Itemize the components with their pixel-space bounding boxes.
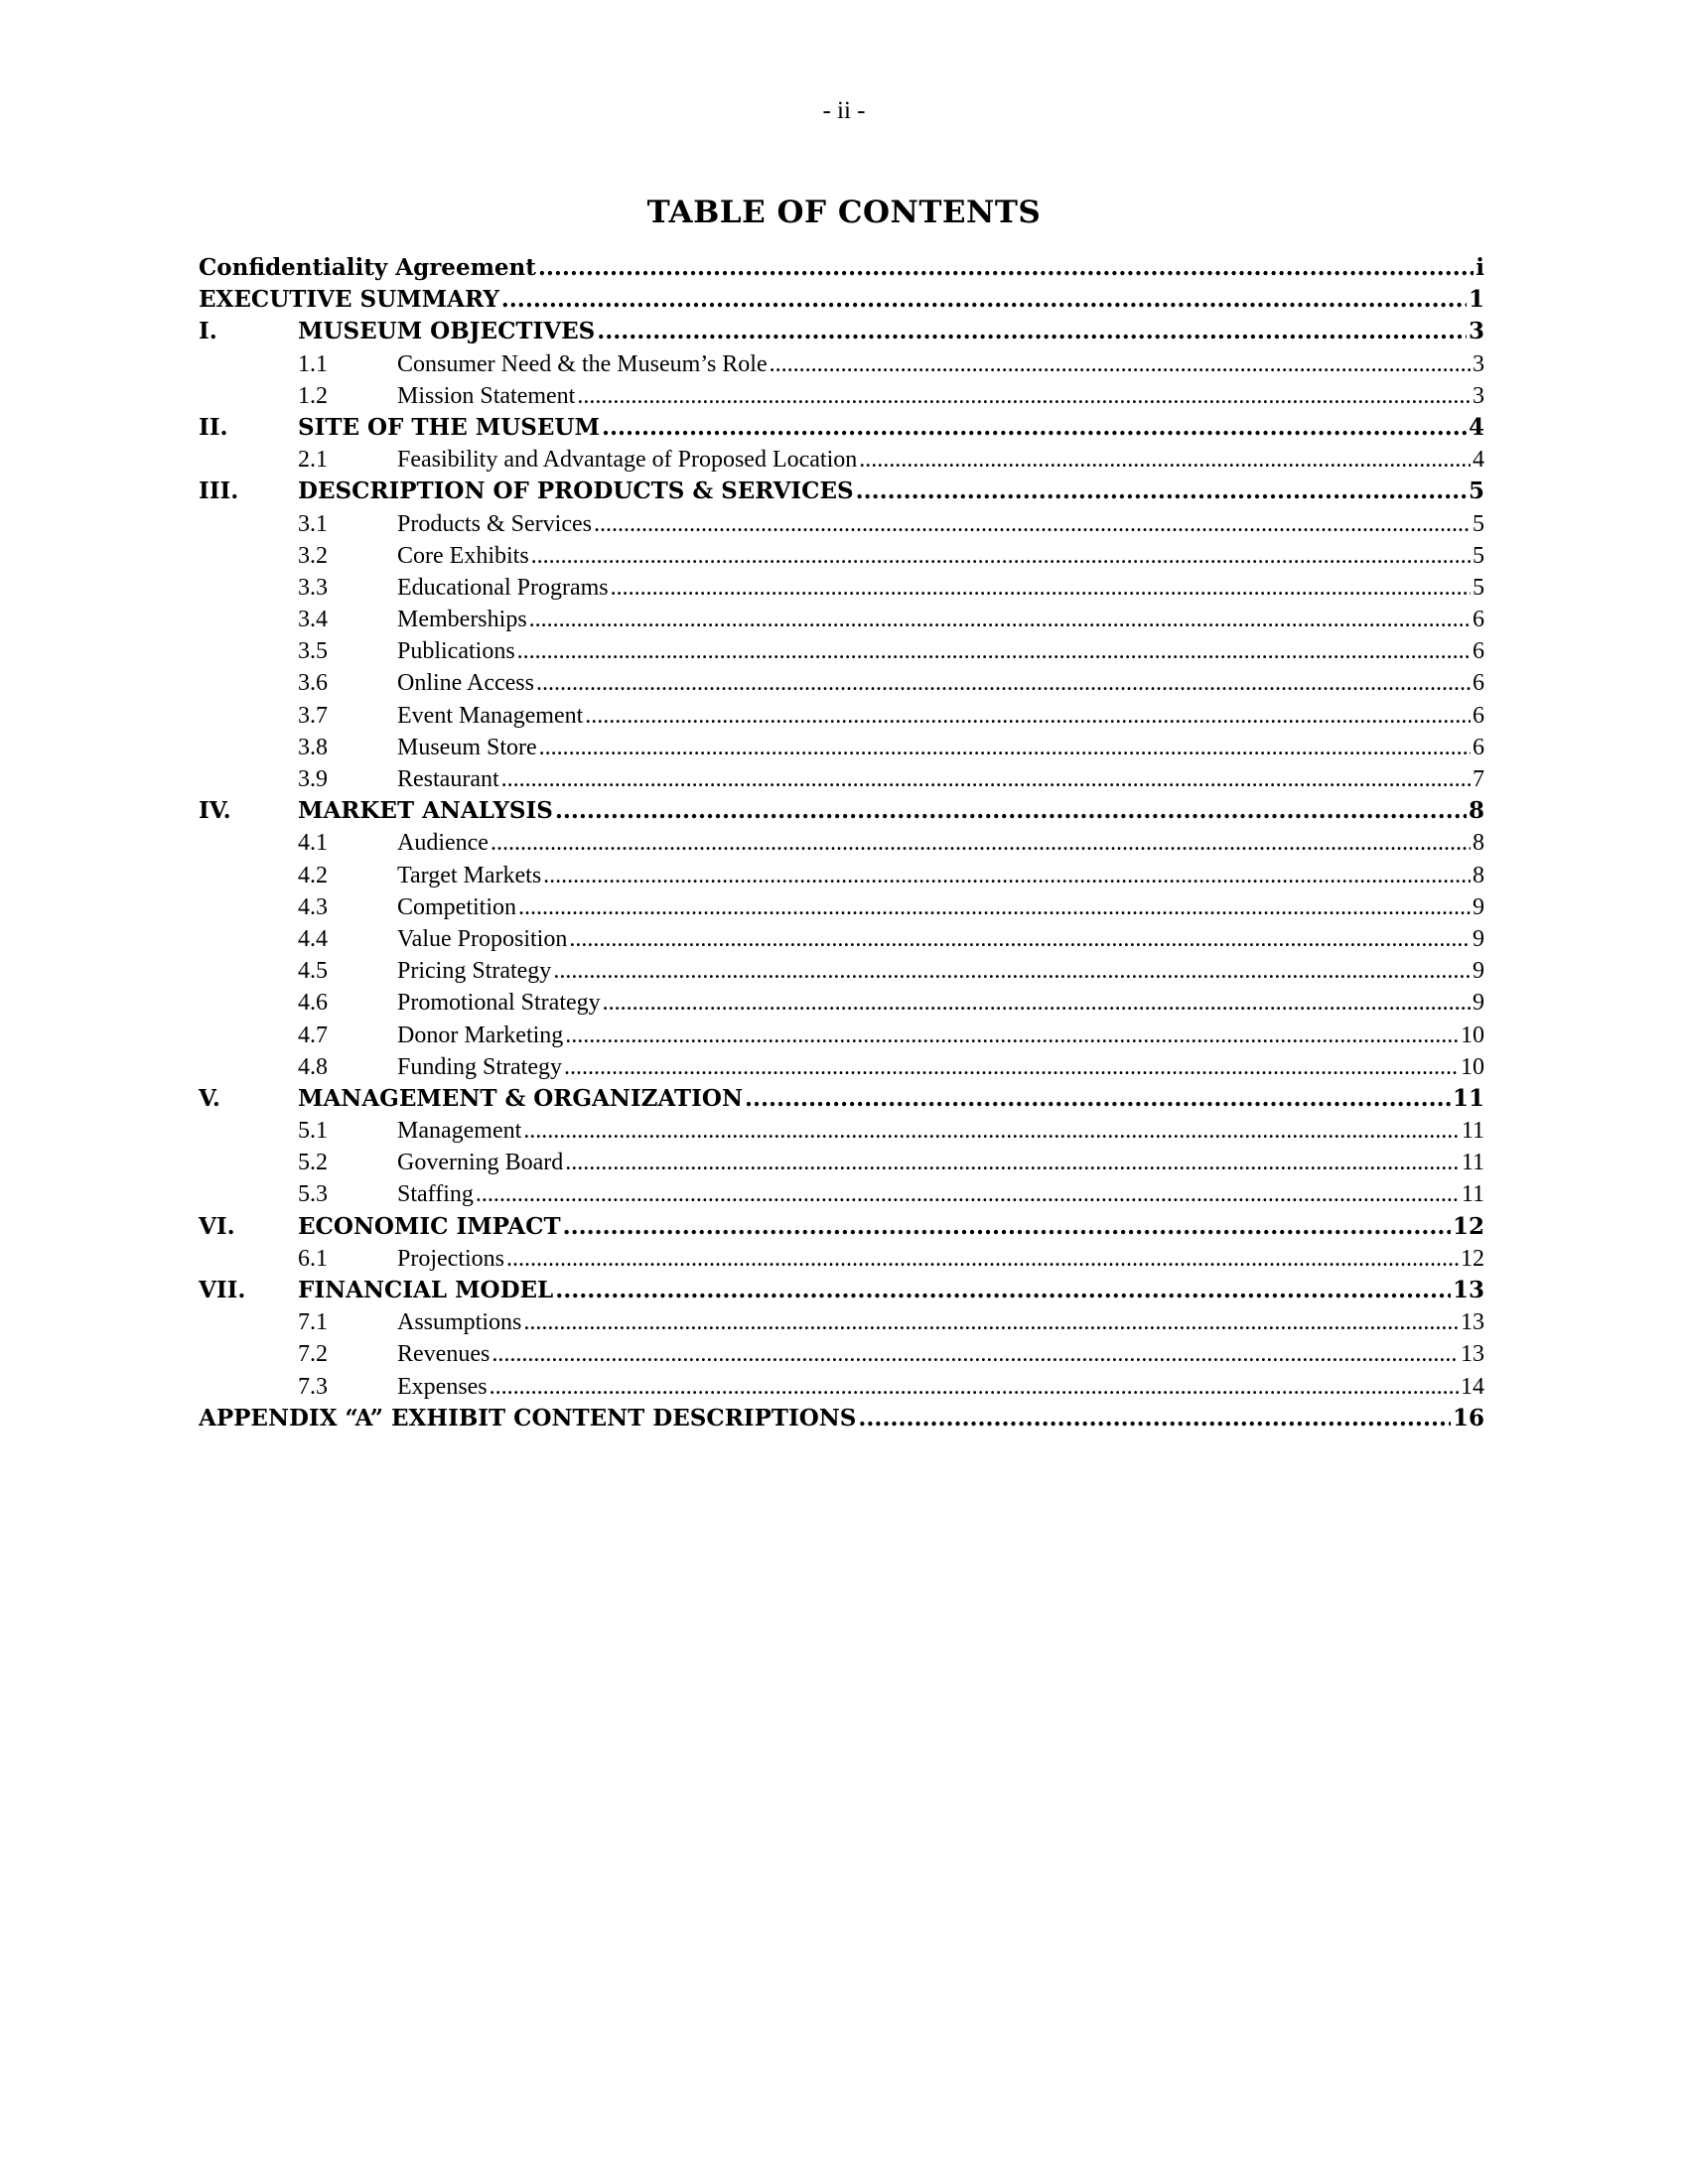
- dot-leader: [491, 827, 1471, 859]
- toc-entry-page: i: [1476, 254, 1484, 281]
- dot-leader: [611, 572, 1471, 604]
- dot-leader: [523, 1115, 1460, 1147]
- toc-entry[interactable]: [199, 923, 1484, 955]
- dot-leader: [602, 412, 1467, 444]
- toc-entry-title: Event Management: [397, 702, 584, 729]
- toc-entry-number: II.: [199, 413, 228, 441]
- toc-entry-number: 3.7: [298, 702, 328, 729]
- toc-entry-title: Educational Programs: [397, 574, 609, 601]
- toc-entry-title: Target Markets: [397, 862, 542, 888]
- toc-entry-page: 6: [1473, 607, 1484, 633]
- toc-entry[interactable]: [199, 476, 1484, 507]
- toc-entry-title: APPENDIX “A” EXHIBIT CONTENT DESCRIPTIONS: [199, 1404, 857, 1432]
- toc-entry-number: 4.5: [298, 958, 328, 985]
- toc-entry-title: Projections: [397, 1245, 504, 1272]
- toc-entry[interactable]: [199, 316, 1484, 347]
- toc-entry[interactable]: [199, 572, 1484, 604]
- dot-leader: [770, 348, 1471, 380]
- toc-entry-title: Publications: [397, 638, 515, 665]
- toc-entry[interactable]: [199, 348, 1484, 380]
- toc-entry-page: 5: [1468, 478, 1484, 505]
- toc-entry-title: Expenses: [397, 1373, 488, 1400]
- toc-entry-page: 12: [1452, 1212, 1484, 1240]
- toc-entry-title: Memberships: [397, 607, 527, 633]
- toc-entry[interactable]: [199, 827, 1484, 859]
- toc-entry-number: 3.5: [298, 638, 328, 665]
- toc-entry-title: Core Exhibits: [397, 542, 529, 569]
- toc-entry-page: 13: [1461, 1309, 1484, 1336]
- toc-entry-title: MANAGEMENT & ORGANIZATION: [298, 1084, 743, 1112]
- toc-entry-title: Donor Marketing: [397, 1022, 564, 1048]
- toc-entry-page: 12: [1461, 1245, 1484, 1272]
- toc-entry-title: Consumer Need & the Museum’s Role: [397, 350, 768, 377]
- toc-entry-page: 6: [1473, 702, 1484, 729]
- toc-entry[interactable]: [199, 987, 1484, 1019]
- toc-entry-title: DESCRIPTION OF PRODUCTS & SERVICES: [298, 478, 854, 505]
- toc-entry-page: 9: [1473, 990, 1484, 1017]
- toc-entry-page: 10: [1461, 1053, 1484, 1080]
- dot-leader: [517, 635, 1471, 667]
- dot-leader: [577, 380, 1471, 412]
- toc-entry[interactable]: [199, 1115, 1484, 1147]
- toc-entry-title: Mission Statement: [397, 382, 576, 409]
- dot-leader: [594, 508, 1471, 540]
- toc-entry-title: Confidentiality Agreement: [199, 254, 536, 281]
- toc-entry[interactable]: [199, 252, 1484, 284]
- dot-leader: [565, 1147, 1460, 1178]
- toc-entry-number: 4.3: [298, 893, 328, 920]
- toc-entry-number: 3.1: [298, 510, 328, 537]
- toc-entry[interactable]: [199, 1051, 1484, 1083]
- toc-entry-title: Competition: [397, 893, 516, 920]
- toc-entry-page: 8: [1473, 830, 1484, 857]
- toc-entry-page: 13: [1452, 1277, 1484, 1303]
- dot-leader: [563, 1211, 1451, 1243]
- toc-entry-page: 6: [1473, 638, 1484, 665]
- toc-entry[interactable]: [199, 1178, 1484, 1210]
- toc-entry-page: 9: [1473, 925, 1484, 952]
- toc-entry[interactable]: [199, 380, 1484, 412]
- dot-leader: [492, 1338, 1459, 1370]
- toc-entry-title: Funding Strategy: [397, 1053, 562, 1080]
- toc-entry-page: 3: [1473, 350, 1484, 377]
- toc-entry-page: 6: [1473, 670, 1484, 697]
- toc-entry-number: 1.1: [298, 350, 328, 377]
- toc-entry[interactable]: [199, 604, 1484, 635]
- toc-entry-title: Restaurant: [397, 766, 499, 792]
- toc-entry-page: 11: [1452, 1084, 1484, 1112]
- dot-leader: [531, 540, 1471, 572]
- toc-entry-number: 3.2: [298, 542, 328, 569]
- dot-leader: [536, 667, 1471, 699]
- toc-entry-number: 3.3: [298, 574, 328, 601]
- toc-entry-number: 3.8: [298, 734, 328, 760]
- toc-entry-number: 4.7: [298, 1022, 328, 1048]
- toc-entry-number: 3.9: [298, 766, 328, 792]
- toc-entry[interactable]: [199, 700, 1484, 732]
- toc-entry[interactable]: [199, 667, 1484, 699]
- toc-entry-title: MUSEUM OBJECTIVES: [298, 318, 596, 345]
- dot-leader: [555, 795, 1467, 827]
- toc-entry[interactable]: [199, 891, 1484, 923]
- toc-entry-page: 9: [1473, 958, 1484, 985]
- toc-entry[interactable]: [199, 1338, 1484, 1370]
- toc-entry[interactable]: [199, 1211, 1484, 1243]
- dot-leader: [555, 1275, 1451, 1306]
- toc-entry-title: Management: [397, 1118, 522, 1145]
- toc-entry-title: Assumptions: [397, 1309, 522, 1336]
- toc-entry-number: VI.: [199, 1212, 235, 1240]
- toc-entry-title: Governing Board: [397, 1150, 564, 1176]
- dot-leader: [501, 284, 1467, 316]
- toc-entry[interactable]: [199, 732, 1484, 763]
- toc-entry[interactable]: [199, 1306, 1484, 1338]
- toc-entry-page: 8: [1473, 862, 1484, 888]
- dot-leader: [506, 1243, 1459, 1275]
- dot-leader: [553, 955, 1471, 987]
- toc-entry-title: Feasibility and Advantage of Proposed Location: [397, 447, 858, 474]
- toc-entry-page: 11: [1461, 1181, 1484, 1208]
- toc-entry-title: Pricing Strategy: [397, 958, 552, 985]
- toc-entry-number: 7.2: [298, 1341, 328, 1368]
- toc-entry[interactable]: [199, 1147, 1484, 1178]
- toc-entry-page: 3: [1473, 382, 1484, 409]
- toc-entry-number: 2.1: [298, 447, 328, 474]
- toc-entry-page: 8: [1468, 797, 1484, 825]
- toc-entry-page: 13: [1461, 1341, 1484, 1368]
- toc-entry[interactable]: [199, 955, 1484, 987]
- toc-entry[interactable]: [199, 444, 1484, 476]
- dot-leader: [603, 987, 1471, 1019]
- toc-entry-number: 1.2: [298, 382, 328, 409]
- toc-entry[interactable]: [199, 763, 1484, 795]
- toc-entry-number: 4.6: [298, 990, 328, 1017]
- dot-leader: [565, 1020, 1459, 1051]
- toc-entry-title: FINANCIAL MODEL: [298, 1277, 554, 1303]
- dot-leader: [585, 700, 1471, 732]
- toc-entry-page: 5: [1473, 574, 1484, 601]
- toc-entry-title: Revenues: [397, 1341, 491, 1368]
- toc-entry-number: 4.4: [298, 925, 328, 952]
- table-of-contents: [199, 252, 1484, 1434]
- dot-leader: [476, 1178, 1460, 1210]
- toc-entry-page: 3: [1468, 318, 1484, 345]
- toc-entry-title: ECONOMIC IMPACT: [298, 1212, 561, 1240]
- toc-entry-page: 1: [1468, 286, 1484, 314]
- toc-entry-title: Online Access: [397, 670, 534, 697]
- dot-leader: [543, 860, 1471, 891]
- dot-leader: [745, 1083, 1451, 1115]
- toc-entry-number: I.: [199, 318, 217, 345]
- toc-entry-number: 3.4: [298, 607, 328, 633]
- toc-entry-number: 4.1: [298, 830, 328, 857]
- toc-entry-number: IV.: [199, 797, 231, 825]
- dot-leader: [569, 923, 1471, 955]
- dot-leader: [859, 444, 1471, 476]
- toc-entry-title: Products & Services: [397, 510, 592, 537]
- toc-entry-title: Promotional Strategy: [397, 990, 601, 1017]
- toc-entry-page: 11: [1461, 1150, 1484, 1176]
- toc-entry[interactable]: [199, 508, 1484, 540]
- dot-leader: [529, 604, 1471, 635]
- toc-entry-title: SITE OF THE MUSEUM: [298, 413, 600, 441]
- toc-entry-number: V.: [199, 1084, 220, 1112]
- dot-leader: [539, 732, 1471, 763]
- toc-title: TABLE OF CONTENTS: [646, 195, 1042, 230]
- dot-leader: [501, 763, 1471, 795]
- toc-entry-page: 5: [1473, 542, 1484, 569]
- toc-entry[interactable]: [199, 412, 1484, 444]
- dot-leader: [856, 476, 1467, 507]
- toc-entry[interactable]: [199, 1020, 1484, 1051]
- toc-entry-page: 14: [1461, 1373, 1484, 1400]
- toc-entry-page: 16: [1452, 1404, 1484, 1432]
- toc-entry-title: MARKET ANALYSIS: [298, 797, 553, 825]
- toc-entry-page: 11: [1461, 1118, 1484, 1145]
- dot-leader: [597, 316, 1467, 347]
- toc-entry[interactable]: [199, 1275, 1484, 1306]
- dot-leader: [858, 1403, 1451, 1434]
- dot-leader: [490, 1371, 1459, 1403]
- toc-entry-number: VII.: [199, 1277, 246, 1303]
- toc-entry[interactable]: [199, 1371, 1484, 1403]
- toc-entry-page: 7: [1473, 766, 1484, 792]
- toc-entry-number: 4.8: [298, 1053, 328, 1080]
- toc-entry[interactable]: [199, 284, 1484, 316]
- toc-entry[interactable]: [199, 860, 1484, 891]
- toc-entry[interactable]: [199, 795, 1484, 827]
- toc-entry-page: 5: [1473, 510, 1484, 537]
- toc-entry-number: III.: [199, 478, 239, 505]
- toc-entry-page: 6: [1473, 734, 1484, 760]
- toc-entry-number: 5.2: [298, 1150, 328, 1176]
- toc-entry[interactable]: [199, 635, 1484, 667]
- toc-entry-number: 3.6: [298, 670, 328, 697]
- toc-entry-page: 4: [1468, 413, 1484, 441]
- toc-entry-page: 4: [1473, 447, 1484, 474]
- toc-entry[interactable]: [199, 1083, 1484, 1115]
- toc-entry-page: 10: [1461, 1022, 1484, 1048]
- toc-entry-page: 9: [1473, 893, 1484, 920]
- toc-entry-title: Value Proposition: [397, 925, 568, 952]
- toc-entry-title: Staffing: [397, 1181, 474, 1208]
- dot-leader: [538, 252, 1474, 284]
- page-number: - ii -: [822, 97, 866, 124]
- toc-entry-number: 4.2: [298, 862, 328, 888]
- toc-entry-title: Museum Store: [397, 734, 537, 760]
- toc-entry-number: 6.1: [298, 1245, 328, 1272]
- dot-leader: [564, 1051, 1459, 1083]
- toc-entry-number: 7.1: [298, 1309, 328, 1336]
- dot-leader: [518, 891, 1471, 923]
- toc-entry-title: EXECUTIVE SUMMARY: [199, 286, 499, 314]
- dot-leader: [523, 1306, 1459, 1338]
- toc-entry[interactable]: [199, 1243, 1484, 1275]
- toc-entry[interactable]: [199, 1403, 1484, 1434]
- toc-entry-title: Audience: [397, 830, 489, 857]
- toc-entry[interactable]: [199, 540, 1484, 572]
- toc-entry-number: 5.3: [298, 1181, 328, 1208]
- toc-entry-number: 7.3: [298, 1373, 328, 1400]
- toc-entry-number: 5.1: [298, 1118, 328, 1145]
